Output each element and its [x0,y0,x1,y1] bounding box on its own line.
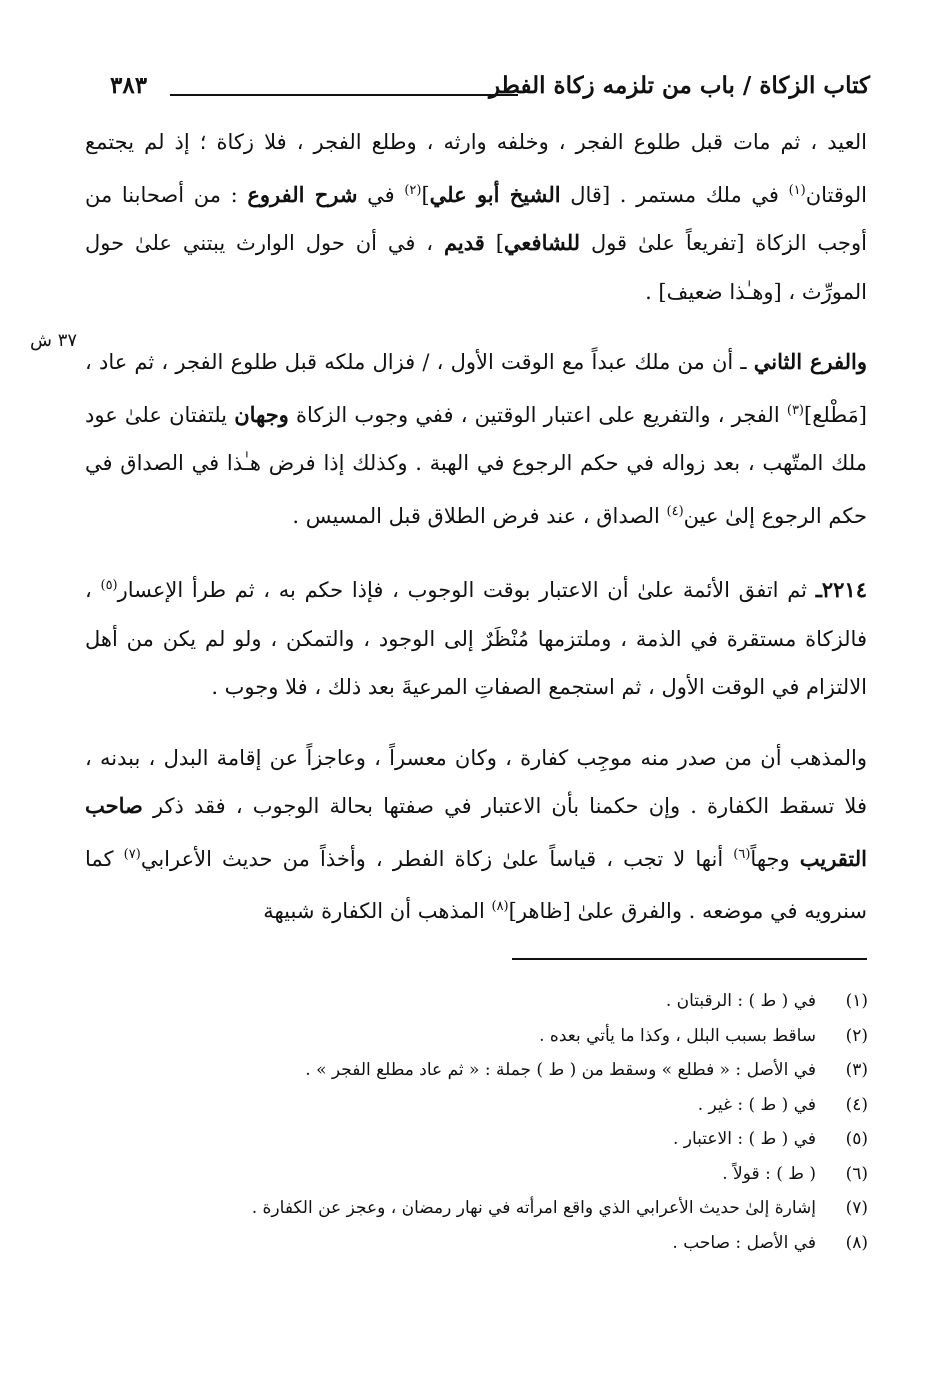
text-run: كما سنرويه في موضعه . والفرق علىٰ [ظاهر] [85,846,867,923]
footnote [150,1226,868,1261]
footnote-separator [512,958,867,960]
text-run: ، في أن حول الوارث يبتني علىٰ حول المورِّث ، [وهـٰذا ضعيف] . [85,231,867,304]
footnote-number: (٦) [845,1163,868,1184]
footnote-ref: (١) [788,182,806,198]
footnote-number: (٨) [845,1232,868,1253]
footnote-number: (٤) [845,1094,868,1115]
paragraph [85,338,867,540]
footnote-text: ساقط بسبب البلل ، وكذا ما يأتي بعده . [539,1025,816,1046]
footnote-ref: (٤) [666,503,684,519]
text-run: وجهاً [750,846,800,871]
footnote-ref: (٧) [123,846,141,862]
paragraph [85,118,867,316]
footnote-number: (٥) [845,1129,868,1149]
margin-manuscript-ref: ٣٧ ش [30,330,78,351]
footnote [150,1019,868,1054]
bold-term: قديم [443,230,485,255]
text-run: الصداق ، عند فرض الطلاق قبل المسيس . [292,503,667,528]
text-run: في [357,182,405,207]
bold-term: الشيخ أبو علي [429,181,561,207]
footnote-ref: (٨) [491,899,509,914]
footnote-text: في ( ط ) : غير . [697,1094,816,1115]
footnote-ref: (٣) [786,402,804,418]
text-run: الفجر ، والتفريع على اعتبار الوقتين ، ففي وجوب الزكاة [288,402,787,427]
text-run: : من أصحابنا من أوجب الزكاة [تفريعاً علىٰ قول [85,182,867,255]
text-run: ـ أن من ملك عبداً مع الوقت الأول ، / فزال ملكه قبل طلوع الفجر ، ثم عاد ، [مَطْلع] [85,350,867,427]
paragraph [85,734,867,936]
footnote [150,1122,868,1157]
text-run: ] [484,231,504,255]
footnote [150,1053,868,1088]
paragraph [85,562,867,712]
footnote-ref: (٢) [404,182,422,198]
footnote-number: (٧) [845,1198,868,1218]
text-run: ثم اتفق الأئمة علىٰ أن الاعتبار بوقت الوجوب ، فإذا حكم به ، ثم طرأ الإعسار [117,578,816,602]
text-run: في ملك مستمر . [قال [560,182,789,207]
header-rule [170,94,518,96]
footnote-number: (٢) [845,1025,868,1046]
footnote [150,1088,868,1123]
footnote-number: (٣) [845,1060,868,1080]
text-run: ] [421,182,430,207]
footnote [150,1191,868,1226]
footnote-ref: (٥) [100,578,118,593]
chapter-title: كتاب الزكاة / باب من تلزمه زكاة الفطر [488,72,870,99]
bold-term: صاحب التقريب [85,793,867,871]
footnote-text: في ( ط ) : الرقبتان . [665,991,816,1011]
footnote [150,984,868,1019]
text-run: المذهب أن الكفارة شبيهة [263,899,492,923]
text-run: والمذهب أن من صدر منه موجِب كفارة ، وكان معسراً ، وعاجزاً عن إقامة البدل ، ببدنه ، فلا تسقط الكفارة . وإن حكمنا بأن الاعتبار في صفتها بحالة الوجوب ، فقد ذكر [85,745,867,818]
bold-term: ٢٢١٤ـ [815,577,867,602]
bold-term: وجهان [234,401,289,427]
running-header [110,68,870,112]
main-text [85,118,867,958]
footnote-text: في الأصل : « فطلع » وسقط من ( ط ) جملة : « ثم عاد مطلع الفجر » . [305,1060,816,1080]
text-run: يلتفتان علىٰ عود ملك المتّهب ، بعد زواله في حكم الرجوع في الهبة . وكذلك إذا فرض هـٰذا في الصداق في حكم الرجوع إلىٰ عين [85,402,867,528]
footnotes [150,984,868,1260]
footnote-text: إشارة إلىٰ حديث الأعرابي الذي واقع امرأته في نهار رمضان ، وعجز عن الكفارة . [251,1198,816,1218]
text-run: أنها لا تجب ، قياساً علىٰ زكاة الفطر ، وأخذاً من حديث الأعرابي [140,846,734,871]
text-run: العيد ، ثم مات قبل طلوع الفجر ، وخلفه وارثه ، وطلع الفجر ، فلا زكاة ؛ إذ لم يجتمع الوقتان [85,130,867,207]
footnote-text: ( ط ) : قولاً . [722,1163,816,1184]
footnote-text: في الأصل : صاحب . [672,1232,816,1253]
bold-term: والفرع الثاني [753,349,867,374]
bold-term: شرح الفروع [247,181,358,207]
footnote-text: في ( ط ) : الاعتبار . [672,1129,816,1149]
footnote-ref: (٦) [733,846,751,862]
footnote-number: (١) [845,991,868,1011]
page-number: ٣٨٣ [110,72,148,99]
bold-term: للشافعي [503,230,581,255]
text-run: ، فالزكاة مستقرة في الذمة ، وملتزمها مُنْظَرٌ إلى الوجود ، والتمكن ، ولو لم يكن من أهل الالتزام في الوقت الأول ، ثم استجمع الصفاتِ المرعيةَ بعد ذلك ، فلا وجوب . [85,578,867,699]
footnote [150,1157,868,1192]
